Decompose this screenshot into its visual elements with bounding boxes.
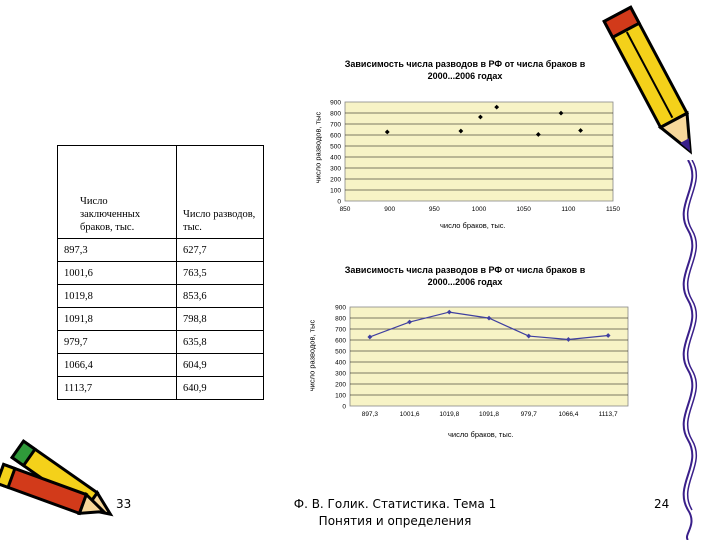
table-cell: 640,9 <box>177 377 264 400</box>
footer-caption <box>280 496 510 530</box>
y-tick-label: 700 <box>330 121 341 129</box>
table-cell: 635,8 <box>177 331 264 354</box>
table-row <box>58 354 264 377</box>
plot-area <box>350 307 628 406</box>
y-tick-label: 500 <box>335 348 346 356</box>
x-tick-label: 1150 <box>606 206 620 213</box>
page-number: 24 <box>654 497 670 511</box>
x-axis-label: число браков, тыс. <box>440 221 506 230</box>
pencils-icon <box>0 430 120 540</box>
x-tick-label: 1113,7 <box>598 411 618 418</box>
table-header-cell: Число заключенных браков, тыс. <box>58 146 177 239</box>
y-tick-label: 300 <box>335 370 346 378</box>
table-cell: 853,6 <box>177 285 264 308</box>
x-tick-label: 1000 <box>471 206 487 213</box>
x-tick-label: 1019,8 <box>439 411 460 418</box>
line-chart <box>320 300 635 430</box>
x-axis-label: число браков, тыс. <box>448 430 514 439</box>
x-tick-label: 979,7 <box>520 411 537 418</box>
footer-line-1: Ф. В. Голик. Статистика. Тема 1 <box>293 497 497 511</box>
y-tick-label: 800 <box>335 315 346 323</box>
x-tick-label: 1050 <box>516 206 531 213</box>
table-cell: 897,3 <box>58 239 177 262</box>
table-row <box>58 285 264 308</box>
x-tick-label: 1091,8 <box>479 411 499 418</box>
y-tick-label: 600 <box>330 132 341 140</box>
table-row <box>58 239 264 262</box>
y-tick-label: 200 <box>330 176 341 184</box>
squiggle-decoration <box>668 160 708 540</box>
x-tick-label: 897,3 <box>361 411 378 418</box>
table-header-cell: Число разводов, тыс. <box>177 146 264 239</box>
table-row <box>58 377 264 400</box>
table-cell: 1019,8 <box>58 285 177 308</box>
table-row <box>58 308 264 331</box>
y-tick-label: 900 <box>335 304 346 312</box>
table-cell: 763,5 <box>177 262 264 285</box>
table-row <box>58 331 264 354</box>
chart-title: Зависимость числа разводов в РФ от числа браков в 2000...2006 годах <box>344 59 586 81</box>
x-tick-label: 1100 <box>561 206 576 213</box>
y-tick-label: 0 <box>337 198 341 206</box>
table-cell: 604,9 <box>177 354 264 377</box>
y-axis-label: число разводов, тыс <box>313 111 323 184</box>
x-tick-label: 900 <box>384 206 396 213</box>
table-row <box>58 262 264 285</box>
y-tick-label: 500 <box>330 143 341 151</box>
data-table <box>57 145 264 400</box>
slide-left-number: 33 <box>116 497 132 511</box>
table-cell: 1066,4 <box>58 354 177 377</box>
x-tick-label: 850 <box>339 206 351 213</box>
table-cell: 627,7 <box>177 239 264 262</box>
y-tick-label: 300 <box>330 165 341 173</box>
table-cell: 798,8 <box>177 308 264 331</box>
y-tick-label: 700 <box>335 326 346 334</box>
y-tick-label: 400 <box>335 359 346 367</box>
y-tick-label: 100 <box>330 187 341 195</box>
table-cell: 1113,7 <box>58 377 177 400</box>
table-cell: 979,7 <box>58 331 177 354</box>
y-tick-label: 800 <box>330 110 341 118</box>
table-cell: 1091,8 <box>58 308 177 331</box>
chart-title: Зависимость числа разводов в РФ от числа браков в 2000...2006 годах <box>344 265 586 287</box>
footer-line-2: Понятия и определения <box>318 514 472 528</box>
table-header-row <box>58 146 264 239</box>
y-axis-label: число разводов, тыс <box>307 319 317 392</box>
x-tick-label: 950 <box>428 206 440 213</box>
y-tick-label: 400 <box>330 154 341 162</box>
scatter-chart <box>315 98 625 228</box>
table-cell: 1001,6 <box>58 262 177 285</box>
y-tick-label: 900 <box>330 99 341 107</box>
x-tick-label: 1001,6 <box>399 411 420 418</box>
y-tick-label: 0 <box>342 403 346 411</box>
y-tick-label: 100 <box>335 392 346 400</box>
y-tick-label: 600 <box>335 337 346 345</box>
x-tick-label: 1066,4 <box>558 411 579 418</box>
y-tick-label: 200 <box>335 381 346 389</box>
